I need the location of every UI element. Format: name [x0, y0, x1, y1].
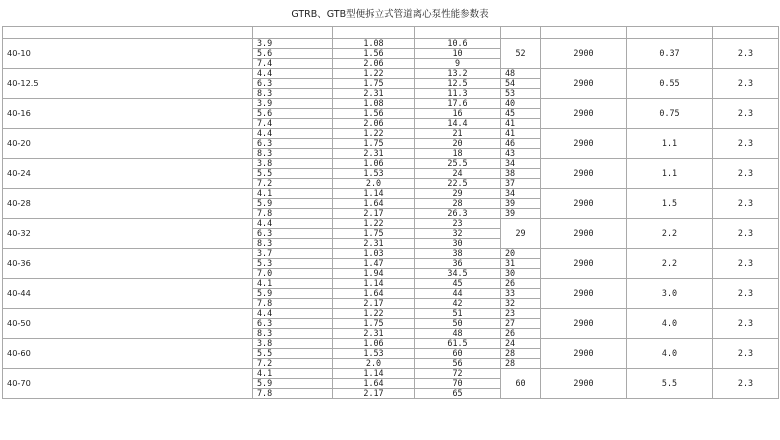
- head-cell: 44: [415, 289, 501, 299]
- header-cell: [713, 27, 779, 39]
- speed-cell: 2900: [541, 369, 627, 399]
- efficiency-cell: 27: [501, 319, 541, 329]
- flow-ls-cell: 1.47: [333, 259, 415, 269]
- efficiency-cell: 52: [501, 39, 541, 69]
- table-row: [3, 339, 779, 349]
- flow-ls-cell: 1.64: [333, 289, 415, 299]
- efficiency-cell: 32: [501, 299, 541, 309]
- speed-cell: 2900: [541, 159, 627, 189]
- head-cell: 24: [415, 169, 501, 179]
- npsh-cell: 2.3: [713, 159, 779, 189]
- header-row: [3, 27, 779, 39]
- flow-cell: 5.5: [253, 169, 333, 179]
- model-cell: 40-32: [3, 219, 253, 249]
- model-cell: 40-60: [3, 339, 253, 369]
- table-row: [3, 99, 779, 109]
- speed-cell: 2900: [541, 69, 627, 99]
- efficiency-cell: 39: [501, 209, 541, 219]
- efficiency-cell: 29: [501, 219, 541, 249]
- flow-ls-cell: 2.31: [333, 239, 415, 249]
- header-cell: [3, 27, 253, 39]
- efficiency-cell: 28: [501, 359, 541, 369]
- table-row: [3, 129, 779, 139]
- npsh-cell: 2.3: [713, 309, 779, 339]
- speed-cell: 2900: [541, 279, 627, 309]
- flow-cell: 5.3: [253, 259, 333, 269]
- power-cell: 0.75: [627, 99, 713, 129]
- flow-cell: 3.9: [253, 99, 333, 109]
- power-cell: 5.5: [627, 369, 713, 399]
- flow-ls-cell: 1.94: [333, 269, 415, 279]
- power-cell: 1.1: [627, 159, 713, 189]
- flow-cell: 3.8: [253, 339, 333, 349]
- header-cell: [333, 27, 415, 39]
- flow-cell: 4.4: [253, 309, 333, 319]
- model-cell: 40-44: [3, 279, 253, 309]
- efficiency-cell: 43: [501, 149, 541, 159]
- flow-ls-cell: 1.22: [333, 69, 415, 79]
- npsh-cell: 2.3: [713, 249, 779, 279]
- head-cell: 13.2: [415, 69, 501, 79]
- flow-cell: 5.9: [253, 199, 333, 209]
- power-cell: 2.2: [627, 219, 713, 249]
- npsh-cell: 2.3: [713, 99, 779, 129]
- npsh-cell: 2.3: [713, 219, 779, 249]
- header-cell: [541, 27, 627, 39]
- efficiency-cell: 40: [501, 99, 541, 109]
- head-cell: 9: [415, 59, 501, 69]
- flow-ls-cell: 2.0: [333, 359, 415, 369]
- flow-ls-cell: 2.0: [333, 179, 415, 189]
- flow-ls-cell: 1.06: [333, 339, 415, 349]
- npsh-cell: 2.3: [713, 69, 779, 99]
- model-cell: 40-36: [3, 249, 253, 279]
- flow-cell: 8.3: [253, 239, 333, 249]
- flow-cell: 4.1: [253, 279, 333, 289]
- speed-cell: 2900: [541, 309, 627, 339]
- model-cell: 40-24: [3, 159, 253, 189]
- head-cell: 65: [415, 389, 501, 399]
- head-cell: 26.3: [415, 209, 501, 219]
- flow-cell: 6.3: [253, 79, 333, 89]
- head-cell: 25.5: [415, 159, 501, 169]
- head-cell: 10: [415, 49, 501, 59]
- npsh-cell: 2.3: [713, 339, 779, 369]
- power-cell: 1.5: [627, 189, 713, 219]
- power-cell: 2.2: [627, 249, 713, 279]
- flow-ls-cell: 1.53: [333, 169, 415, 179]
- model-cell: 40-70: [3, 369, 253, 399]
- flow-cell: 5.6: [253, 109, 333, 119]
- power-cell: 4.0: [627, 339, 713, 369]
- head-cell: 48: [415, 329, 501, 339]
- flow-cell: 7.2: [253, 359, 333, 369]
- model-cell: 40-50: [3, 309, 253, 339]
- speed-cell: 2900: [541, 39, 627, 69]
- head-cell: 50: [415, 319, 501, 329]
- flow-ls-cell: 1.22: [333, 309, 415, 319]
- flow-ls-cell: 1.75: [333, 79, 415, 89]
- flow-ls-cell: 1.08: [333, 39, 415, 49]
- speed-cell: 2900: [541, 99, 627, 129]
- flow-cell: 4.1: [253, 369, 333, 379]
- flow-ls-cell: 2.31: [333, 149, 415, 159]
- flow-cell: 5.6: [253, 49, 333, 59]
- efficiency-cell: 20: [501, 249, 541, 259]
- npsh-cell: 2.3: [713, 129, 779, 159]
- head-cell: 45: [415, 279, 501, 289]
- flow-cell: 7.8: [253, 209, 333, 219]
- power-cell: 3.0: [627, 279, 713, 309]
- efficiency-cell: 60: [501, 369, 541, 399]
- header-cell: [415, 27, 501, 39]
- speed-cell: 2900: [541, 219, 627, 249]
- efficiency-cell: 37: [501, 179, 541, 189]
- header-cell: [627, 27, 713, 39]
- model-cell: 40-12.5: [3, 69, 253, 99]
- flow-cell: 5.9: [253, 289, 333, 299]
- efficiency-cell: 33: [501, 289, 541, 299]
- head-cell: 16: [415, 109, 501, 119]
- model-cell: 40-28: [3, 189, 253, 219]
- efficiency-cell: 38: [501, 169, 541, 179]
- table-row: [3, 369, 779, 379]
- npsh-cell: 2.3: [713, 189, 779, 219]
- table-row: [3, 279, 779, 289]
- efficiency-cell: 45: [501, 109, 541, 119]
- flow-ls-cell: 1.75: [333, 319, 415, 329]
- efficiency-cell: 26: [501, 279, 541, 289]
- efficiency-cell: 46: [501, 139, 541, 149]
- flow-ls-cell: 1.22: [333, 219, 415, 229]
- flow-cell: 7.2: [253, 179, 333, 189]
- flow-cell: 3.8: [253, 159, 333, 169]
- efficiency-cell: 53: [501, 89, 541, 99]
- table-row: [3, 39, 779, 49]
- flow-cell: 6.3: [253, 319, 333, 329]
- flow-cell: 8.3: [253, 89, 333, 99]
- efficiency-cell: 39: [501, 199, 541, 209]
- head-cell: 30: [415, 239, 501, 249]
- table-row: [3, 309, 779, 319]
- npsh-cell: 2.3: [713, 39, 779, 69]
- efficiency-cell: 41: [501, 129, 541, 139]
- head-cell: 22.5: [415, 179, 501, 189]
- head-cell: 70: [415, 379, 501, 389]
- flow-ls-cell: 2.17: [333, 299, 415, 309]
- flow-cell: 7.8: [253, 389, 333, 399]
- table-title: GTRB、GTB型便拆立式管道离心泵性能参数表: [291, 9, 489, 20]
- head-cell: 10.6: [415, 39, 501, 49]
- head-cell: 42: [415, 299, 501, 309]
- head-cell: 28: [415, 199, 501, 209]
- head-cell: 29: [415, 189, 501, 199]
- flow-cell: 5.5: [253, 349, 333, 359]
- speed-cell: 2900: [541, 129, 627, 159]
- flow-cell: 4.1: [253, 189, 333, 199]
- flow-cell: 4.4: [253, 219, 333, 229]
- head-cell: 12.5: [415, 79, 501, 89]
- flow-ls-cell: 1.22: [333, 129, 415, 139]
- flow-cell: 6.3: [253, 139, 333, 149]
- flow-ls-cell: 2.17: [333, 389, 415, 399]
- speed-cell: 2900: [541, 189, 627, 219]
- flow-ls-cell: 1.75: [333, 229, 415, 239]
- power-cell: 0.37: [627, 39, 713, 69]
- flow-cell: 4.4: [253, 129, 333, 139]
- head-cell: 72: [415, 369, 501, 379]
- flow-ls-cell: 1.14: [333, 369, 415, 379]
- flow-cell: 6.3: [253, 229, 333, 239]
- head-cell: 20: [415, 139, 501, 149]
- head-cell: 21: [415, 129, 501, 139]
- model-cell: 40-10: [3, 39, 253, 69]
- table-row: [3, 189, 779, 199]
- flow-cell: 3.9: [253, 39, 333, 49]
- head-cell: 60: [415, 349, 501, 359]
- flow-cell: 3.7: [253, 249, 333, 259]
- efficiency-cell: 48: [501, 69, 541, 79]
- flow-cell: 4.4: [253, 69, 333, 79]
- flow-cell: 7.8: [253, 299, 333, 309]
- efficiency-cell: 41: [501, 119, 541, 129]
- npsh-cell: 2.3: [713, 279, 779, 309]
- efficiency-cell: 28: [501, 349, 541, 359]
- efficiency-cell: 30: [501, 269, 541, 279]
- flow-ls-cell: 1.08: [333, 99, 415, 109]
- head-cell: 56: [415, 359, 501, 369]
- head-cell: 17.6: [415, 99, 501, 109]
- head-cell: 11.3: [415, 89, 501, 99]
- efficiency-cell: 24: [501, 339, 541, 349]
- power-cell: 1.1: [627, 129, 713, 159]
- speed-cell: 2900: [541, 249, 627, 279]
- header-cell: [501, 27, 541, 39]
- flow-ls-cell: 2.06: [333, 119, 415, 129]
- efficiency-cell: 34: [501, 189, 541, 199]
- model-cell: 40-16: [3, 99, 253, 129]
- table-row: [3, 159, 779, 169]
- head-cell: 18: [415, 149, 501, 159]
- flow-ls-cell: 2.06: [333, 59, 415, 69]
- flow-ls-cell: 2.31: [333, 89, 415, 99]
- efficiency-cell: 26: [501, 329, 541, 339]
- head-cell: 14.4: [415, 119, 501, 129]
- flow-ls-cell: 1.64: [333, 379, 415, 389]
- power-cell: 0.55: [627, 69, 713, 99]
- head-cell: 23: [415, 219, 501, 229]
- flow-ls-cell: 1.06: [333, 159, 415, 169]
- flow-cell: 7.4: [253, 59, 333, 69]
- efficiency-cell: 31: [501, 259, 541, 269]
- head-cell: 51: [415, 309, 501, 319]
- table-row: [3, 69, 779, 79]
- model-cell: 40-20: [3, 129, 253, 159]
- flow-ls-cell: 2.31: [333, 329, 415, 339]
- flow-ls-cell: 1.75: [333, 139, 415, 149]
- flow-ls-cell: 1.14: [333, 279, 415, 289]
- table-row: [3, 249, 779, 259]
- flow-ls-cell: 1.14: [333, 189, 415, 199]
- power-cell: 4.0: [627, 309, 713, 339]
- npsh-cell: 2.3: [713, 369, 779, 399]
- flow-cell: 5.9: [253, 379, 333, 389]
- flow-cell: 8.3: [253, 149, 333, 159]
- pump-parameter-table: [2, 26, 779, 399]
- efficiency-cell: 54: [501, 79, 541, 89]
- head-cell: 61.5: [415, 339, 501, 349]
- speed-cell: 2900: [541, 339, 627, 369]
- efficiency-cell: 23: [501, 309, 541, 319]
- flow-ls-cell: 1.64: [333, 199, 415, 209]
- flow-ls-cell: 1.53: [333, 349, 415, 359]
- table-row: [3, 219, 779, 229]
- flow-cell: 8.3: [253, 329, 333, 339]
- flow-cell: 7.4: [253, 119, 333, 129]
- head-cell: 34.5: [415, 269, 501, 279]
- header-cell: [253, 27, 333, 39]
- flow-ls-cell: 1.56: [333, 49, 415, 59]
- head-cell: 38: [415, 249, 501, 259]
- efficiency-cell: 34: [501, 159, 541, 169]
- flow-ls-cell: 1.03: [333, 249, 415, 259]
- flow-cell: 7.0: [253, 269, 333, 279]
- flow-ls-cell: 2.17: [333, 209, 415, 219]
- head-cell: 36: [415, 259, 501, 269]
- flow-ls-cell: 1.56: [333, 109, 415, 119]
- head-cell: 32: [415, 229, 501, 239]
